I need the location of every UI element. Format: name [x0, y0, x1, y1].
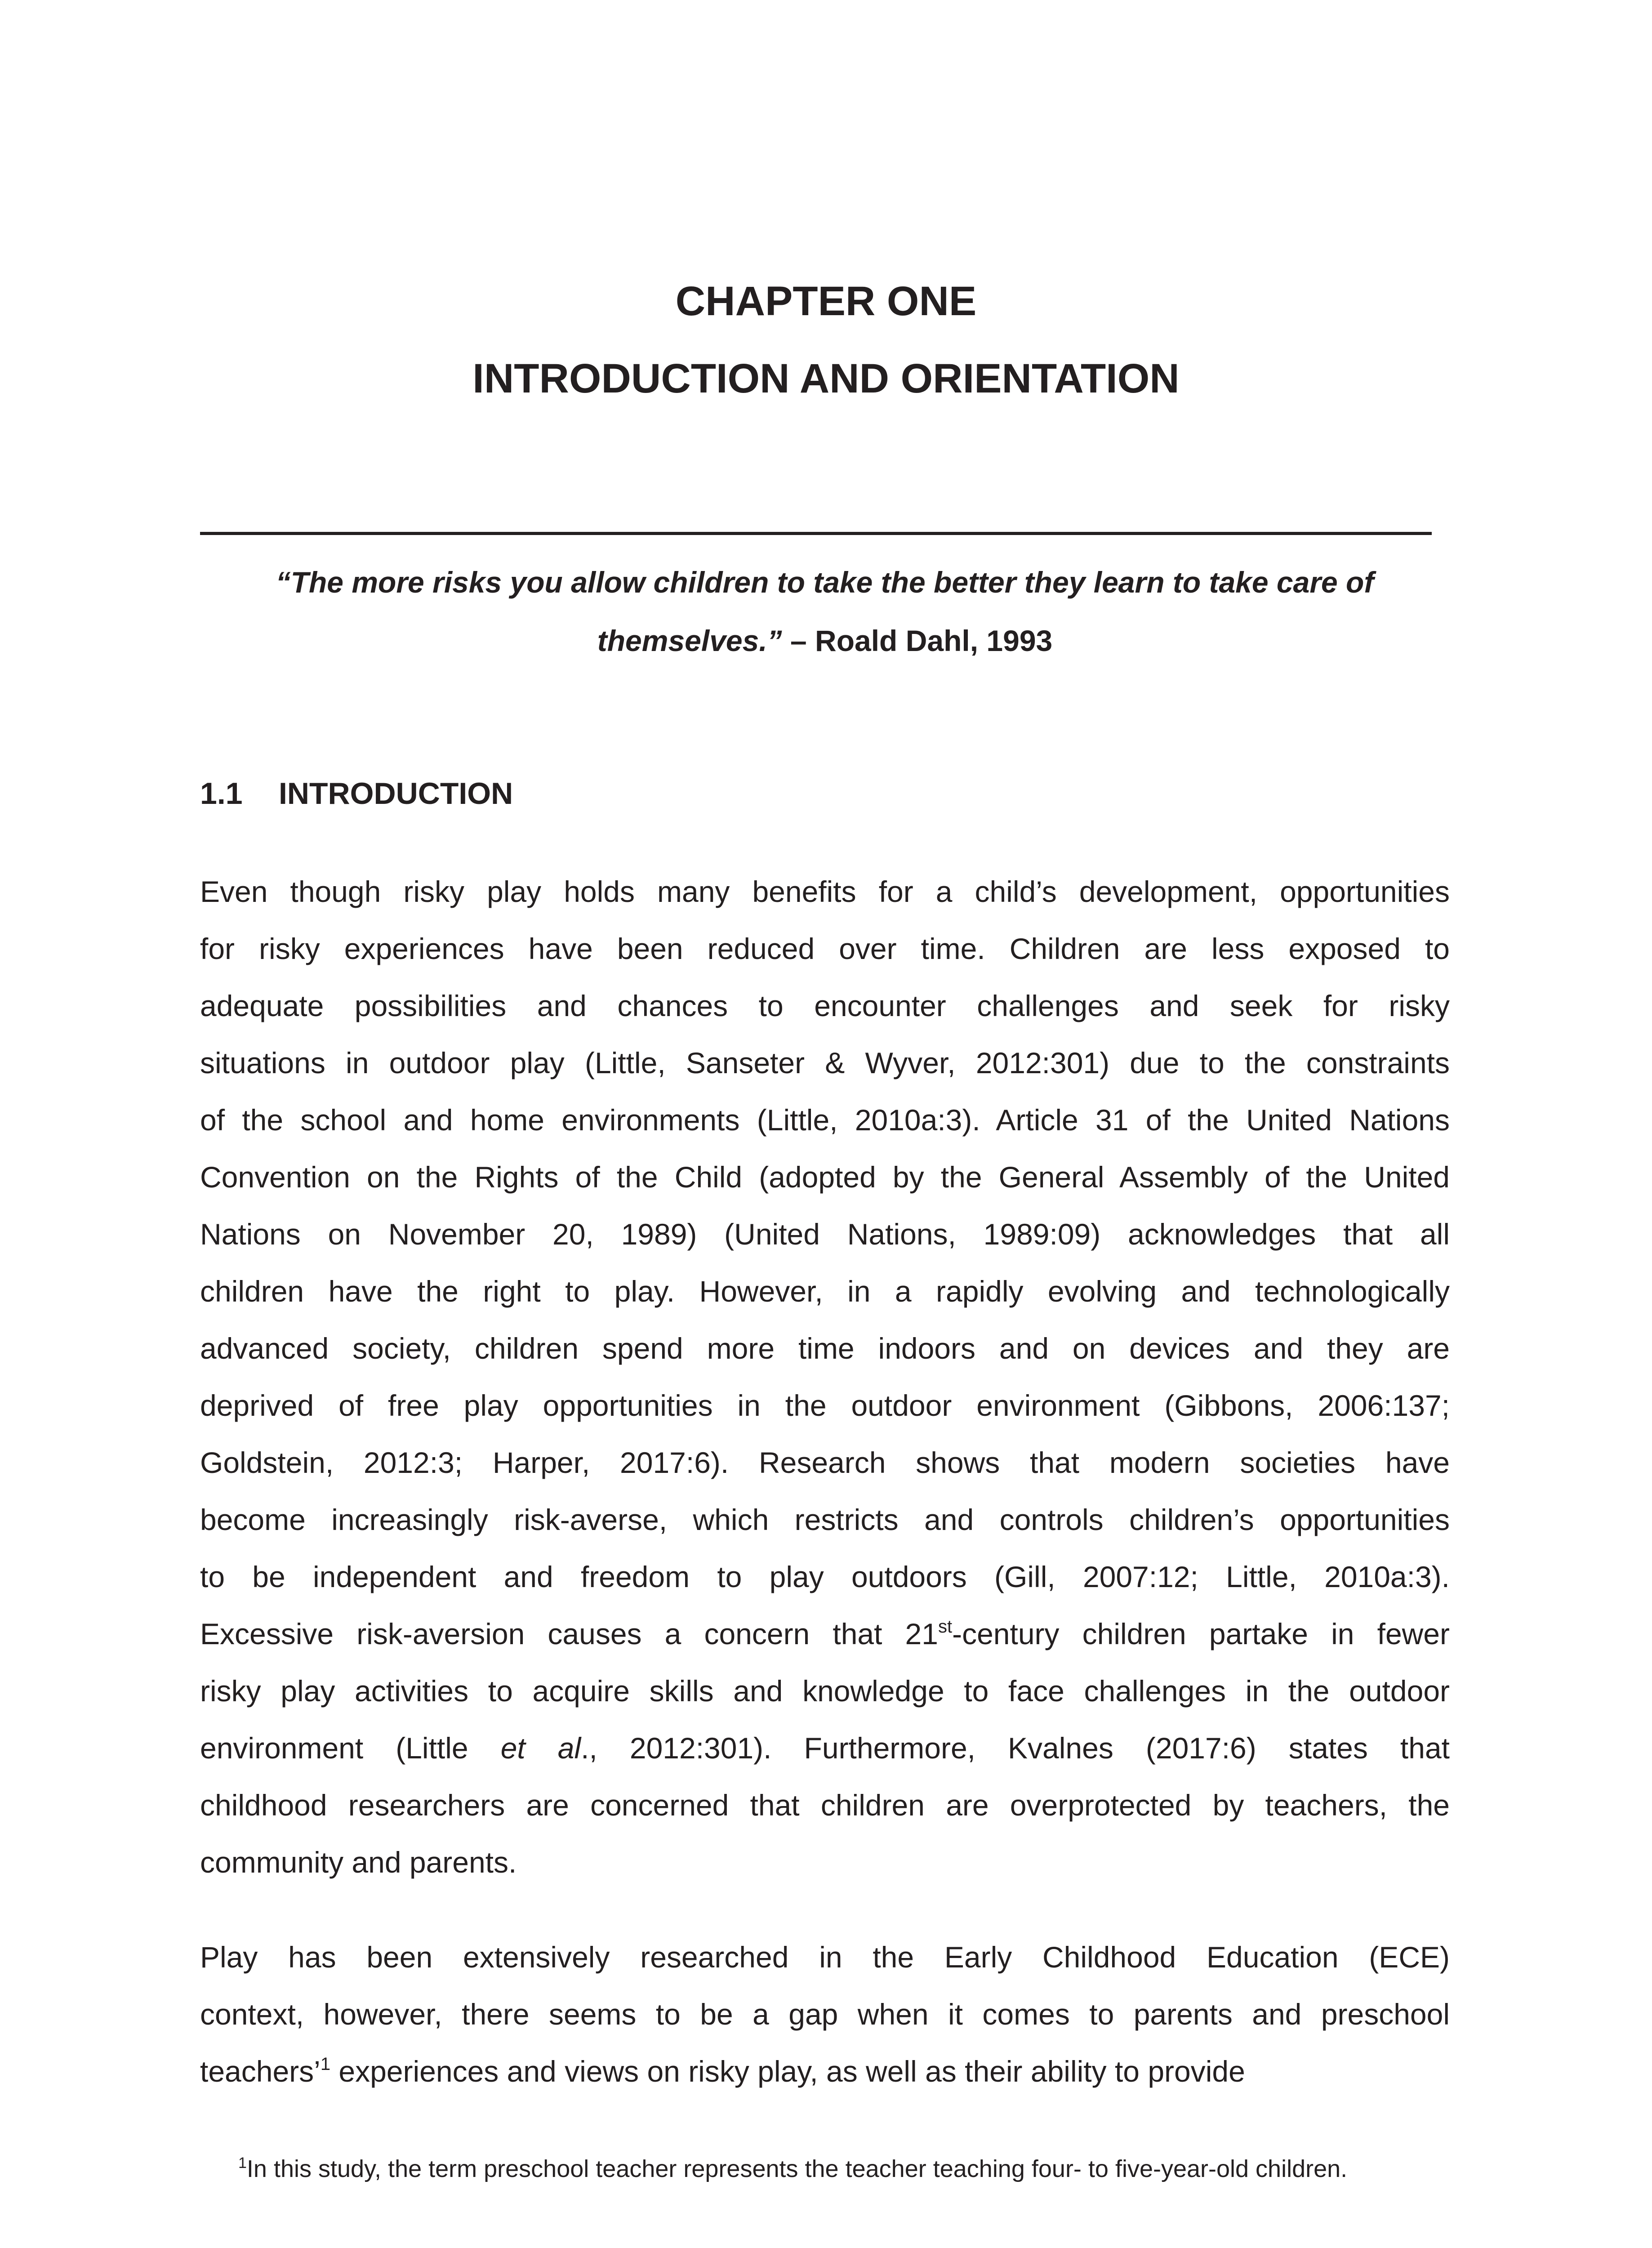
paragraph-line — [200, 1720, 1450, 1777]
chapter-title: INTRODUCTION AND ORIENTATION — [472, 356, 1180, 401]
epigraph-line-1 — [200, 562, 1450, 602]
paragraph-line: context, however, there seems to be a gap when it comes to parents and preschool — [200, 1998, 1450, 2031]
paragraph-line: adequate possibilities and chances to encounter challenges and seek for risky — [200, 989, 1450, 1022]
italic-text: et al — [500, 1731, 581, 1765]
line-text: Excessive risk-aversion causes a concern that 21 — [200, 1617, 938, 1650]
paragraph-line: risky play activities to acquire skills and knowledge to face challenges in the outdoor — [200, 1674, 1450, 1708]
paragraph-line: for risky experiences have been reduced over time. Children are less exposed to — [200, 932, 1450, 965]
paragraph-line: Nations on November 20, 1989) (United Nations, 1989:09) acknowledges that all — [200, 1218, 1450, 1251]
footnote-marker: 1 — [238, 2154, 247, 2172]
line-text: experiences and views on risky play, as well as their ability to provide — [330, 2055, 1245, 2088]
epigraph-attribution: – Roald Dahl, 1993 — [782, 624, 1053, 657]
line-text: environment (Little — [200, 1731, 501, 1765]
section-number: 1.1 — [200, 776, 243, 811]
paragraph-1 — [200, 863, 1450, 1891]
paragraph-line: to be independent and freedom to play outdoors (Gill, 2007:12; Little, 2010a:3). — [200, 1560, 1450, 1593]
footnote — [238, 2154, 1452, 2184]
paragraph-line: Even though risky play holds many benefits for a child’s development, opportunities — [200, 875, 1450, 908]
paragraph-line: of the school and home environments (Little, 2010a:3). Article 31 of the United Nations — [200, 1103, 1450, 1137]
paragraph-line: community and parents. — [200, 1846, 517, 1879]
paragraph-line: Goldstein, 2012:3; Harper, 2017:6). Research shows that modern societies have — [200, 1446, 1450, 1479]
horizontal-rule — [200, 532, 1432, 535]
epigraph-quote-start: “The more risks you allow children to take the better they learn to take care of — [276, 566, 1374, 599]
paragraph-line — [200, 1606, 1450, 1663]
line-text: teachers’ — [200, 2055, 321, 2088]
paragraph-line — [200, 2043, 1450, 2100]
paragraph-line: Play has been extensively researched in the Early Childhood Education (ECE) — [200, 1940, 1450, 1974]
line-text: ., 2012:301). Furthermore, Kvalnes (2017:6) states that — [581, 1731, 1450, 1765]
paragraph-line: situations in outdoor play (Little, Sanseter & Wyver, 2012:301) due to the constraints — [200, 1046, 1450, 1079]
section-title: INTRODUCTION — [279, 776, 513, 811]
footnote-reference[interactable]: 1 — [320, 2054, 331, 2074]
paragraph-line: Convention on the Rights of the Child (adopted by the General Assembly of the United — [200, 1160, 1450, 1194]
epigraph-line-2 — [200, 620, 1450, 661]
paragraph-line: become increasingly risk-averse, which restricts and controls children’s opportunities — [200, 1503, 1450, 1536]
paragraph-line: childhood researchers are concerned that children are overprotected by teachers, the — [200, 1789, 1450, 1822]
paragraph-line: children have the right to play. However, in a rapidly evolving and technologically — [200, 1275, 1450, 1308]
chapter-label: CHAPTER ONE — [675, 278, 977, 324]
paragraph-line: advanced society, children spend more time indoors and on devices and they are — [200, 1332, 1450, 1365]
line-text: -century children partake in fewer — [952, 1617, 1450, 1650]
section-heading — [200, 773, 513, 814]
ordinal-superscript: st — [938, 1617, 953, 1637]
footnote-text: In this study, the term preschool teacher represents the teacher teaching four- to five-year-old children. — [246, 2155, 1348, 2182]
paragraph-2 — [200, 1929, 1450, 2100]
epigraph-quote-end: themselves.” — [597, 624, 782, 657]
paragraph-line: deprived of free play opportunities in the outdoor environment (Gibbons, 2006:137; — [200, 1389, 1450, 1422]
